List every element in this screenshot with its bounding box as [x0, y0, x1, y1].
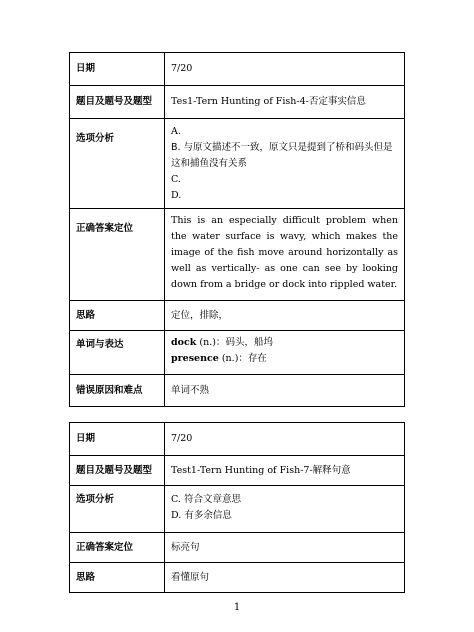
row-label: 题目及题号及题型: [70, 86, 165, 119]
question-value: Test1-Tern Hunting of Fish-7-解释句意: [165, 456, 405, 486]
row-answer-location: [70, 533, 405, 563]
vocab-meaning: 存在: [247, 353, 267, 364]
page-number: 1: [233, 602, 241, 613]
row-question: [70, 456, 405, 486]
options-analysis: [165, 486, 405, 533]
row-date: [70, 53, 405, 86]
date-value: 7/20: [165, 423, 405, 456]
option-line: 这和捕鱼没有关系: [171, 158, 248, 169]
row-label: 日期: [70, 423, 165, 456]
row-label: 正确答案定位: [70, 209, 165, 301]
vocab-term: dock: [171, 337, 197, 348]
answer-location-text: 标亮句: [165, 533, 405, 563]
error-reason-value: 单词不熟: [165, 375, 405, 407]
vocab-meaning: 码头，船坞: [225, 337, 273, 348]
row-answer-location: [70, 209, 405, 301]
option-line: A.: [171, 126, 181, 137]
row-label: 选项分析: [70, 486, 165, 533]
row-label: 思路: [70, 563, 165, 593]
row-approach: [70, 563, 405, 593]
row-error-reason: [70, 375, 405, 407]
vocab-entry: [171, 351, 398, 367]
row-label: 日期: [70, 53, 165, 86]
option-line: D. 有多余信息: [171, 510, 232, 521]
note-table-1: [69, 52, 405, 407]
row-label: 题目及题号及题型: [70, 456, 165, 486]
row-label: 正确答案定位: [70, 533, 165, 563]
vocab-pos: (n.)：: [218, 353, 248, 364]
row-question: [70, 86, 405, 119]
vocab-entry: [171, 335, 398, 351]
row-options: [70, 486, 405, 533]
option-line: B. 与原文描述不一致，原文只是提到了桥和码头但是: [171, 142, 393, 153]
row-vocabulary: [70, 331, 405, 375]
vocab-pos: (n.)：: [196, 337, 226, 348]
note-table-2: [69, 422, 405, 593]
vocabulary-list: [165, 331, 405, 375]
question-value: Tes1-Tern Hunting of Fish-4-否定事实信息: [165, 86, 405, 119]
answer-location-text: This is an especially difficult problem when the water surface is wavy, which makes the image of the fish move around horizontally as well as vertically- as one can see by looking down from a bridge or dock into rippled water.: [165, 209, 405, 301]
row-approach: [70, 301, 405, 331]
row-date: [70, 423, 405, 456]
row-label: 单词与表达: [70, 331, 165, 375]
row-options: [70, 119, 405, 209]
row-label: 思路: [70, 301, 165, 331]
option-line: C. 符合文章意思: [171, 494, 241, 505]
option-line: C.: [171, 174, 181, 185]
date-value: 7/20: [165, 53, 405, 86]
option-line: D.: [171, 190, 182, 201]
approach-value: 看懂原句: [165, 563, 405, 593]
row-label: 错误原因和难点: [70, 375, 165, 407]
options-analysis: [165, 119, 405, 209]
vocab-term: presence: [171, 353, 219, 364]
approach-value: 定位，排除，: [165, 301, 405, 331]
row-label: 选项分析: [70, 119, 165, 209]
